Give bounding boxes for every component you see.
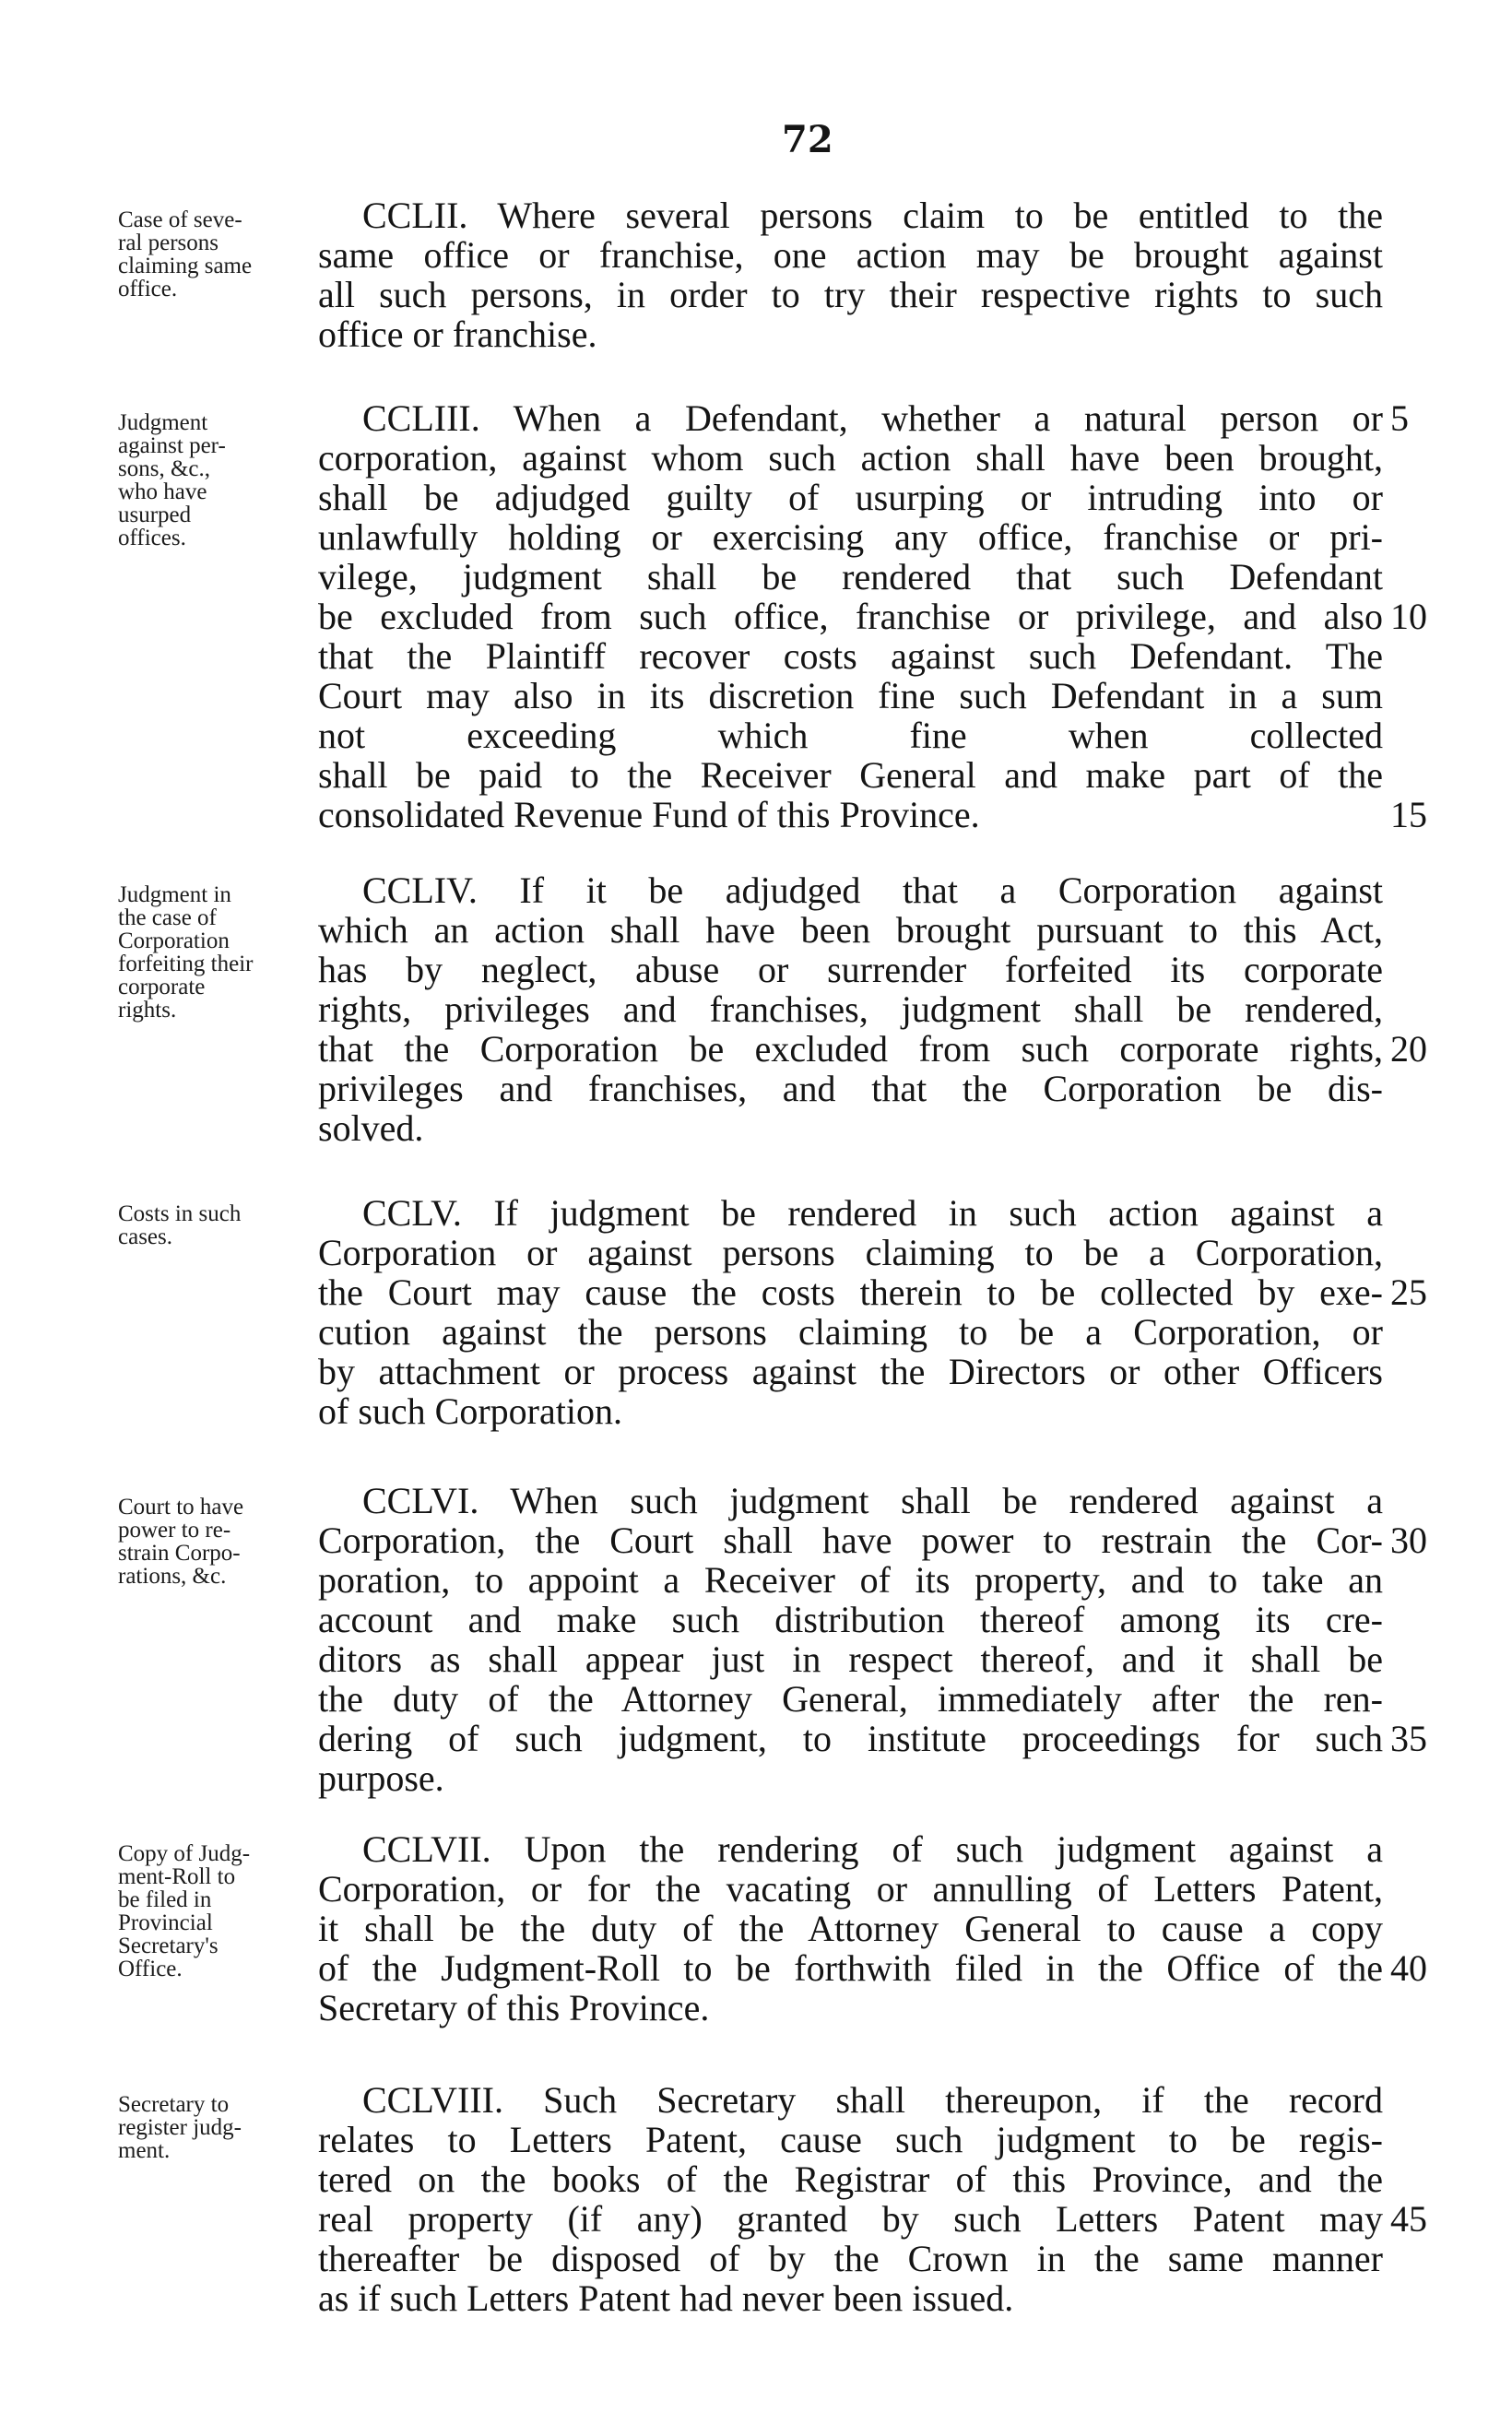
body-line: poration, to appoint a Receiver of its property, and to take an	[318, 1559, 1383, 1601]
section-body	[318, 1829, 1383, 2028]
body-line: Corporation, or for the vacating or annulling of Letters Patent,	[318, 1868, 1383, 1910]
line-number: 35	[1390, 1718, 1427, 1759]
section-heading-line: CCLIII. When a Defendant, whether a natural person or	[362, 397, 1383, 439]
line-number: 40	[1390, 1947, 1427, 1989]
margin-note-line: power to re-	[118, 1518, 231, 1543]
line-number: 45	[1390, 2198, 1427, 2240]
section-body	[318, 398, 1383, 834]
margin-note	[118, 2093, 316, 2162]
body-line: Corporation or against persons claiming to be a Corporation,	[318, 1232, 1383, 1273]
body-line: which an action shall have been brought pursuant to this Act,	[318, 909, 1383, 951]
margin-note-line: Corporation	[118, 928, 230, 953]
section-heading-line: CCLIV. If it be adjudged that a Corporation against	[362, 869, 1383, 911]
margin-note-line: against per-	[118, 433, 226, 458]
margin-note	[118, 208, 316, 301]
body-line: account and make such distribution thereof among its cre-	[318, 1599, 1383, 1640]
margin-note-line: Office.	[118, 1957, 183, 1981]
body-line: the duty of the Attorney General, immediately after the ren-	[318, 1678, 1383, 1720]
body-line: real property (if any) granted by such Letters Patent may	[318, 2198, 1383, 2240]
body-line: it shall be the duty of the Attorney General to cause a copy	[318, 1908, 1383, 1949]
body-line: privileges and franchises, and that the Corporation be dis-	[318, 1068, 1383, 1109]
margin-note-line: Secretary to	[118, 2092, 230, 2117]
margin-note-line: Copy of Judg-	[118, 1841, 251, 1866]
body-line: by attachment or process against the Directors or other Officers	[318, 1351, 1383, 1392]
body-line: Corporation, the Court shall have power to restrain the Cor-	[318, 1520, 1383, 1561]
section-body	[318, 870, 1383, 1148]
body-line: consolidated Revenue Fund of this Province.	[318, 794, 980, 835]
section-heading-line: CCLV. If judgment be rendered in such action against a	[362, 1192, 1383, 1234]
body-line: the Court may cause the costs therein to be collected by exe-	[318, 1271, 1383, 1313]
margin-note-line: ral persons	[118, 231, 219, 255]
margin-note	[118, 1842, 316, 1981]
margin-note-line: sons, &c.,	[118, 456, 210, 481]
margin-note-line: corporate	[118, 975, 206, 999]
margin-note-line: Judgment in	[118, 882, 231, 907]
margin-note-line: claiming same	[118, 254, 253, 278]
body-line: tered on the books of the Registrar of this Province, and the	[318, 2158, 1383, 2200]
margin-note-line: be filed in	[118, 1887, 212, 1912]
margin-note	[118, 883, 316, 1022]
body-line: purpose.	[318, 1757, 444, 1799]
body-line: of such Corporation.	[318, 1390, 622, 1432]
line-number: 15	[1390, 794, 1427, 835]
section-heading-line: CCLVI. When such judgment shall be rendered against a	[362, 1480, 1383, 1521]
body-line: ditors as shall appear just in respect thereof, and it shall be	[318, 1638, 1383, 1680]
body-line: shall be adjudged guilty of usurping or intruding into or	[318, 477, 1383, 518]
margin-note-line: Secretary's	[118, 1933, 219, 1958]
page-number: 72	[782, 118, 833, 161]
body-line: thereafter be disposed of by the Crown in the same manner	[318, 2238, 1383, 2279]
section-body	[318, 195, 1383, 354]
margin-note-line: office.	[118, 277, 178, 302]
margin-note-line: the case of	[118, 905, 217, 930]
section-body	[318, 2080, 1383, 2318]
margin-note-line: Court to have	[118, 1495, 244, 1520]
section-body	[318, 1481, 1383, 1798]
body-line: be excluded from such office, franchise or privilege, and also	[318, 596, 1383, 637]
body-line: of the Judgment-Roll to be forthwith filed in the Office of the	[318, 1947, 1383, 1989]
margin-note-line: Judgment	[118, 410, 208, 435]
margin-note-line: forfeiting their	[118, 952, 254, 976]
body-line: same office or franchise, one action may be brought against	[318, 234, 1383, 276]
margin-note-line: who have	[118, 479, 207, 504]
line-number: 5	[1390, 397, 1409, 439]
margin-note-line: Costs in such	[118, 1201, 242, 1226]
margin-note	[118, 411, 316, 550]
margin-note-line: cases.	[118, 1224, 172, 1249]
margin-note-line: usurped	[118, 503, 192, 527]
margin-note-line: strain Corpo-	[118, 1541, 241, 1566]
body-line: solved.	[318, 1107, 424, 1149]
body-line: Secretary of this Province.	[318, 1987, 710, 2028]
margin-note-line: ment.	[118, 2138, 171, 2163]
body-line: that the Plaintiff recover costs against such Defendant. The	[318, 635, 1383, 677]
margin-note	[118, 1496, 316, 1588]
body-line: has by neglect, abuse or surrender forfeited its corporate	[318, 949, 1383, 990]
body-line: Court may also in its discretion fine such Defendant in a sum	[318, 675, 1383, 716]
margin-note-line: ment-Roll to	[118, 1864, 236, 1889]
margin-note-line: register judg-	[118, 2115, 242, 2140]
margin-note-line: rations, &c.	[118, 1564, 227, 1589]
line-number: 20	[1390, 1028, 1427, 1070]
line-number: 25	[1390, 1271, 1427, 1313]
body-line: shall be paid to the Receiver General and make part of the	[318, 754, 1383, 796]
section-heading-line: CCLVIII. Such Secretary shall thereupon, if the record	[362, 2079, 1383, 2121]
body-line: as if such Letters Patent had never been issued.	[318, 2277, 1014, 2319]
body-line: corporation, against whom such action shall have been brought,	[318, 437, 1383, 479]
body-line: not exceeding which fine when collected	[318, 715, 1383, 756]
margin-note	[118, 1202, 316, 1248]
body-line: rights, privileges and franchises, judgment shall be rendered,	[318, 988, 1383, 1030]
body-line: office or franchise.	[318, 313, 597, 355]
body-line: vilege, judgment shall be rendered that such Defendant	[318, 556, 1383, 597]
section-heading-line: CCLII. Where several persons claim to be entitled to the	[362, 195, 1383, 236]
margin-note-line: Provincial	[118, 1910, 213, 1935]
margin-note-line: Case of seve-	[118, 207, 242, 232]
body-line: that the Corporation be excluded from such corporate rights,	[318, 1028, 1383, 1070]
body-line: all such persons, in order to try their respective rights to such	[318, 274, 1383, 315]
section-heading-line: CCLVII. Upon the rendering of such judgment against a	[362, 1828, 1383, 1870]
body-line: unlawfully holding or exercising any office, franchise or pri-	[318, 516, 1383, 558]
line-number: 10	[1390, 596, 1427, 637]
section-body	[318, 1193, 1383, 1431]
line-number: 30	[1390, 1520, 1427, 1561]
body-line: relates to Letters Patent, cause such judgment to be regis-	[318, 2119, 1383, 2160]
margin-note-line: offices.	[118, 526, 186, 550]
body-line: dering of such judgment, to institute proceedings for such	[318, 1718, 1383, 1759]
margin-note-line: rights.	[118, 998, 177, 1023]
body-line: cution against the persons claiming to be a Corporation, or	[318, 1311, 1383, 1353]
